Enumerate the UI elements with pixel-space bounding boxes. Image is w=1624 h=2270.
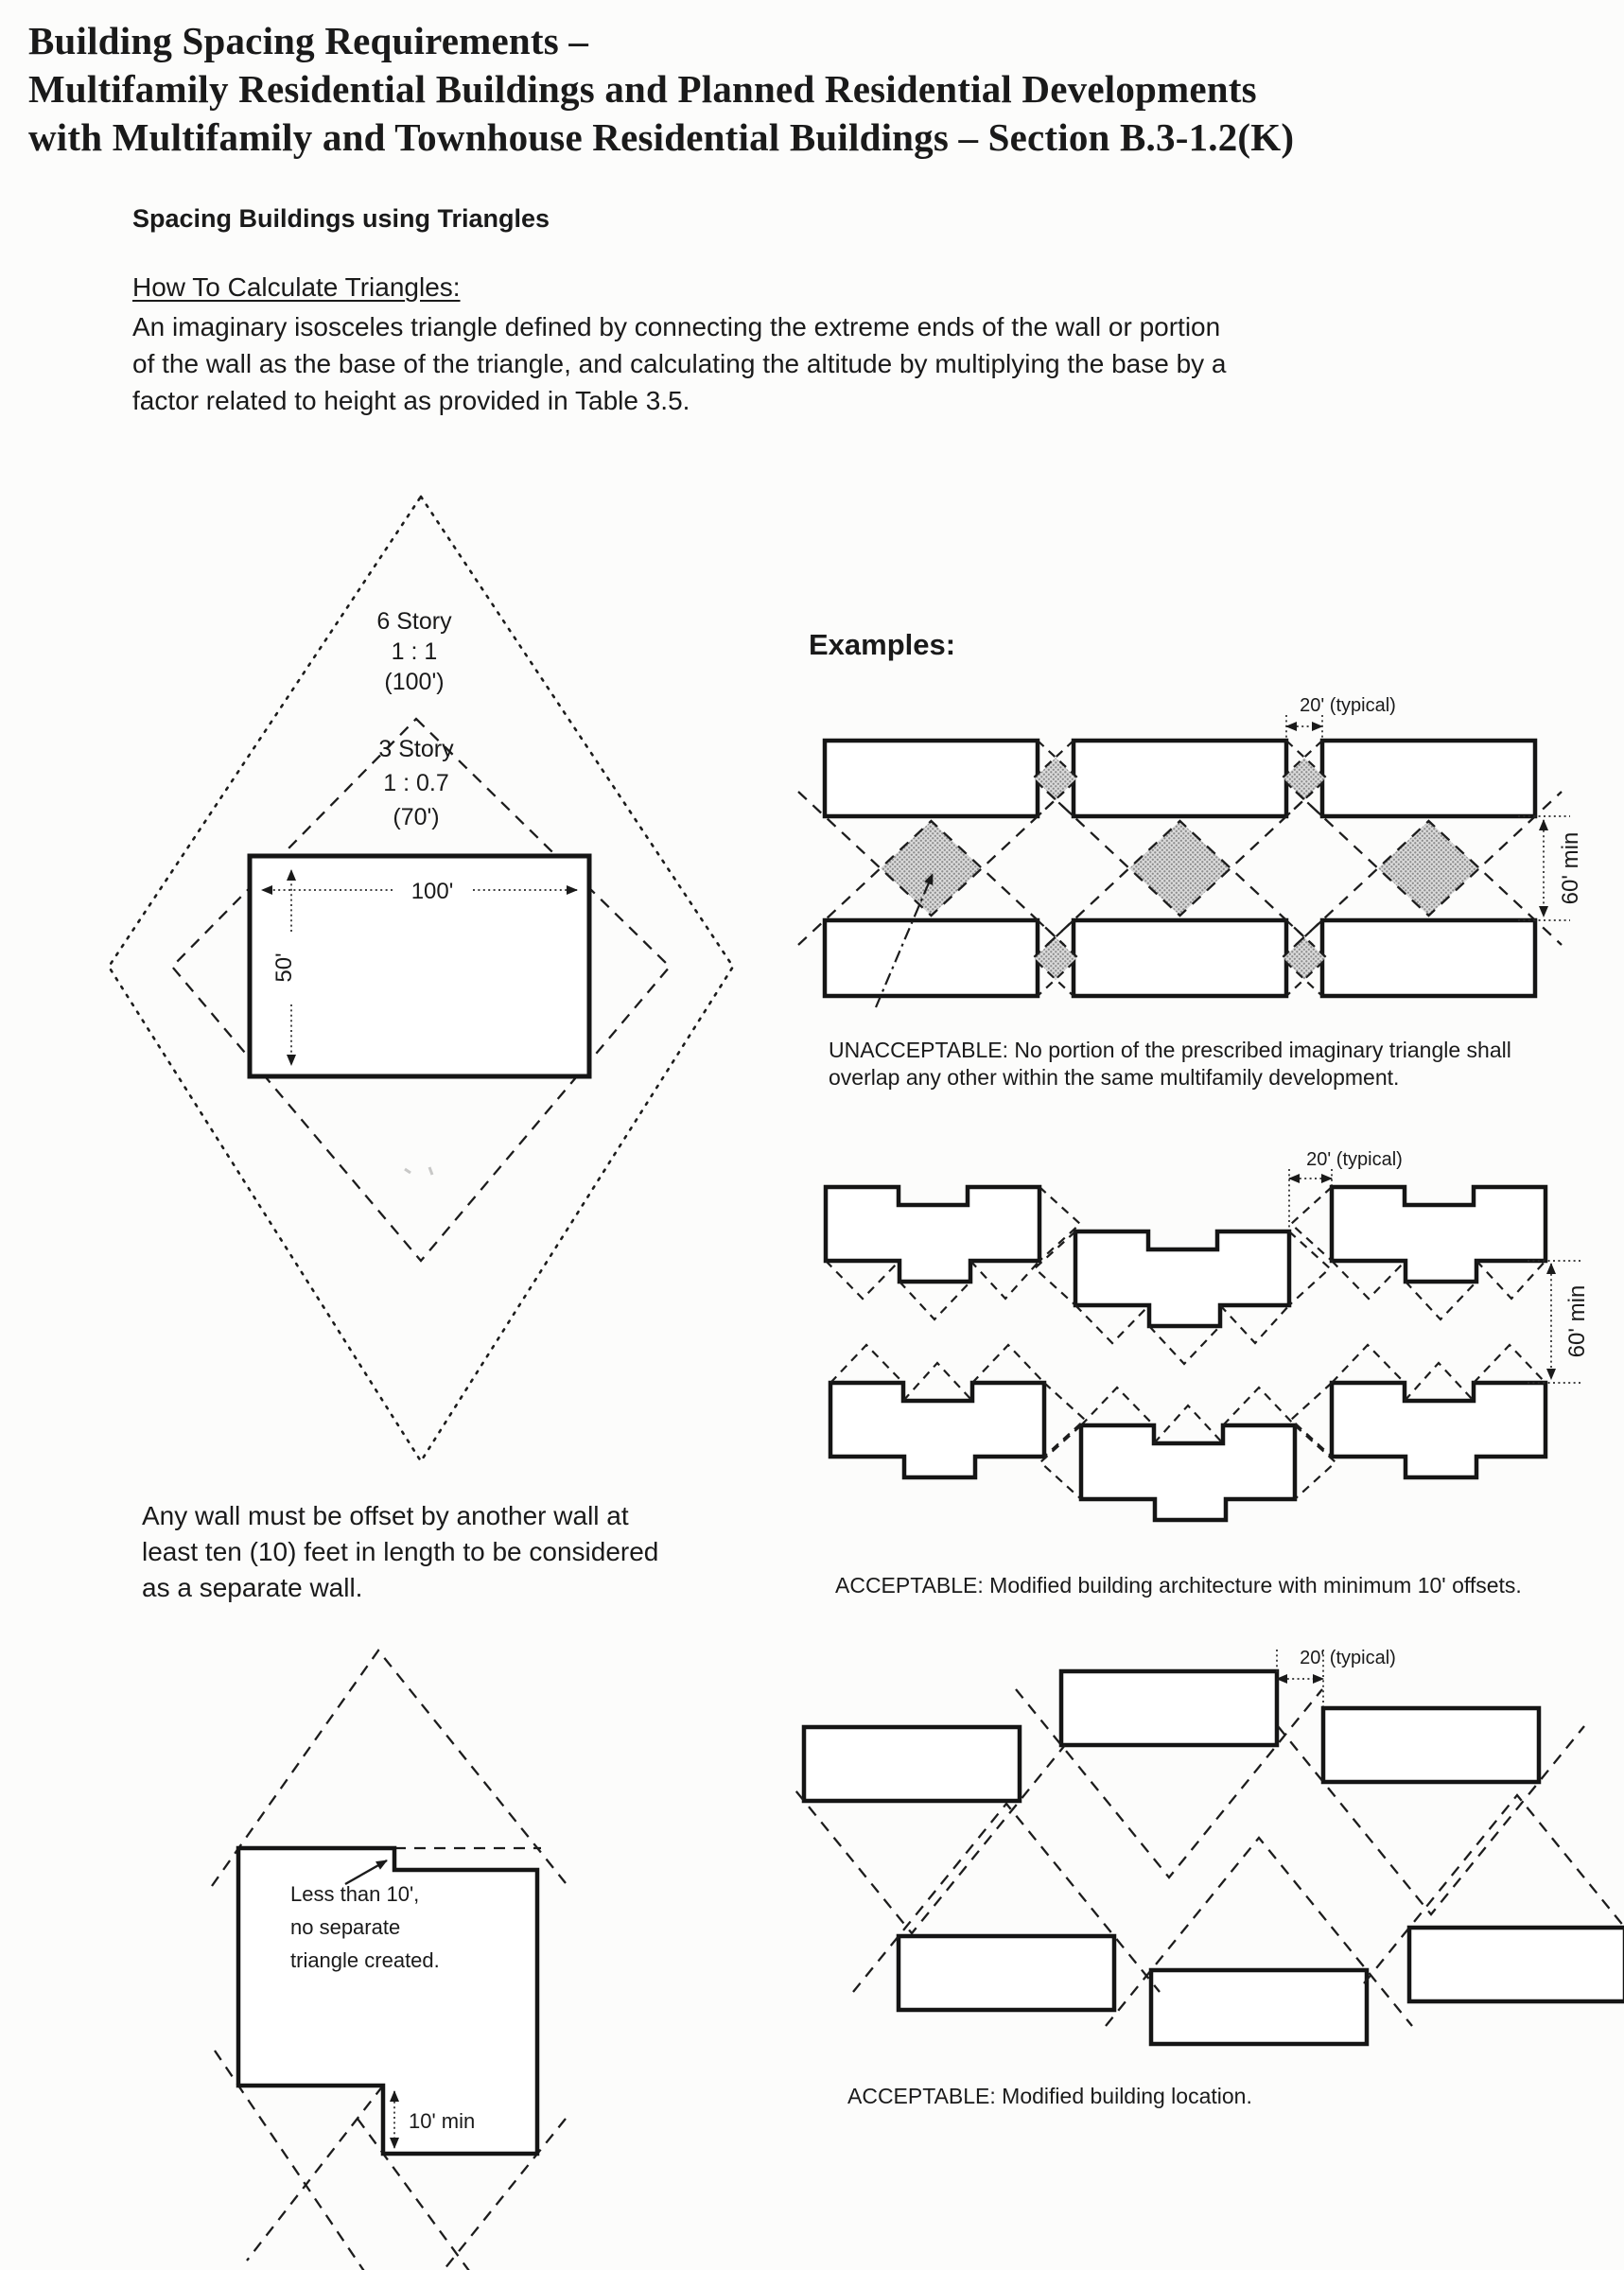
- howto-line: of the wall as the base of the triangle, and calculating the altitude by multiplying the base by a: [132, 349, 1227, 378]
- six-story-label-line: (100'): [384, 669, 445, 695]
- dimension-20ft-typical: [1277, 1648, 1396, 1706]
- building-footprint-rect: [1322, 741, 1535, 816]
- example3-acceptable-location-diagram: [795, 1589, 1624, 2071]
- width-dimension-label: 100': [410, 879, 454, 904]
- building-footprint-rect: [1074, 920, 1286, 996]
- page-title-line: Building Spacing Requirements –: [28, 19, 589, 62]
- triangle-calculation-diagram: [57, 463, 813, 1528]
- building-row-bottom: [825, 920, 1535, 996]
- dimension-20ft-typical: [1286, 695, 1396, 740]
- building-footprint-notched: [1332, 1187, 1545, 1282]
- example1-caption-line: UNACCEPTABLE: No portion of the prescribed imaginary triangle shall: [829, 1038, 1511, 1062]
- building-footprint-rect: [825, 920, 1038, 996]
- example3-caption: ACCEPTABLE: Modified building location.: [847, 2084, 1252, 2108]
- building-footprint-notched: [1075, 1231, 1289, 1326]
- min-dimension-label: 60' min: [1558, 831, 1583, 905]
- note-line: no separate: [290, 1915, 401, 1939]
- building-footprint-rect: [1323, 1708, 1539, 1782]
- staggered-buildings: [804, 1671, 1624, 2044]
- min-dimension-label: 60' min: [1564, 1284, 1590, 1358]
- examples-heading: Examples:: [809, 628, 956, 661]
- offset-rule-line: as a separate wall.: [142, 1573, 363, 1602]
- example1-unacceptable-diagram: [795, 662, 1624, 1026]
- section-subheading: Spacing Buildings using Triangles: [132, 204, 550, 233]
- howto-paragraph: [132, 308, 1227, 419]
- spacing-dimension-label: 20' (typical): [1300, 695, 1396, 716]
- example2-caption: ACCEPTABLE: Modified building architecture with minimum 10' offsets.: [835, 1573, 1522, 1598]
- building-footprint-notched: [1081, 1425, 1295, 1520]
- example1-caption-line: overlap any other within the same multifamily development.: [829, 1065, 1400, 1090]
- three-story-label-line: (70'): [393, 804, 440, 830]
- small-offset-diagram: [95, 1598, 832, 2270]
- page-title-line: Multifamily Residential Buildings and Planned Residential Developments: [28, 67, 1257, 111]
- building-footprint-rect: [1151, 1970, 1367, 2044]
- dimension-60ft-min: [1518, 816, 1583, 920]
- howto-line: factor related to height as provided in Table 3.5.: [132, 386, 690, 415]
- min-dimension-label: 10' min: [409, 2109, 476, 2133]
- page-title: [28, 17, 1294, 162]
- building-footprint-rect: [825, 741, 1038, 816]
- offset-rule-line: Any wall must be offset by another wall at: [142, 1501, 629, 1530]
- building-footprint-rect: [804, 1727, 1020, 1801]
- spacing-dimension-label: 20' (typical): [1300, 1648, 1396, 1668]
- building-footprint-rect: [1061, 1671, 1277, 1745]
- note-line: Less than 10',: [290, 1882, 420, 1906]
- building-row-top: [825, 741, 1535, 816]
- dimension-60ft-min: [1528, 1261, 1590, 1383]
- three-story-label-line: 3 Story: [378, 736, 454, 762]
- howto-heading: How To Calculate Triangles:: [132, 272, 461, 302]
- example2-acceptable-offsets-diagram: [795, 1078, 1624, 1570]
- notched-buildings: [826, 1187, 1545, 1520]
- building-footprint-rect: [1074, 741, 1286, 816]
- building-footprint-rect: [1322, 920, 1535, 996]
- building-footprint-rect: [899, 1936, 1114, 2010]
- note-line: triangle created.: [290, 1948, 440, 1972]
- six-story-label: [376, 608, 452, 695]
- three-story-label: [378, 736, 454, 830]
- building-footprint-rect: [1409, 1928, 1624, 2001]
- page-title-line: with Multifamily and Townhouse Residential Buildings – Section B.3-1.2(K): [28, 115, 1295, 159]
- building-footprint-notched: [830, 1383, 1044, 1477]
- six-story-label-line: 1 : 1: [391, 638, 438, 665]
- spacing-dimension-label: 20' (typical): [1306, 1149, 1403, 1170]
- three-story-label-line: 1 : 0.7: [383, 770, 449, 796]
- building-footprint-notched: [1332, 1383, 1545, 1477]
- howto-line: An imaginary isosceles triangle defined by connecting the extreme ends of the wall or portion: [132, 312, 1221, 341]
- scan-smudge: [405, 1167, 432, 1175]
- building-footprint-notched: [826, 1187, 1039, 1282]
- height-dimension-label: 50': [271, 952, 297, 983]
- offset-rule-line: least ten (10) feet in length to be considered: [142, 1537, 659, 1566]
- six-story-label-line: 6 Story: [376, 608, 452, 635]
